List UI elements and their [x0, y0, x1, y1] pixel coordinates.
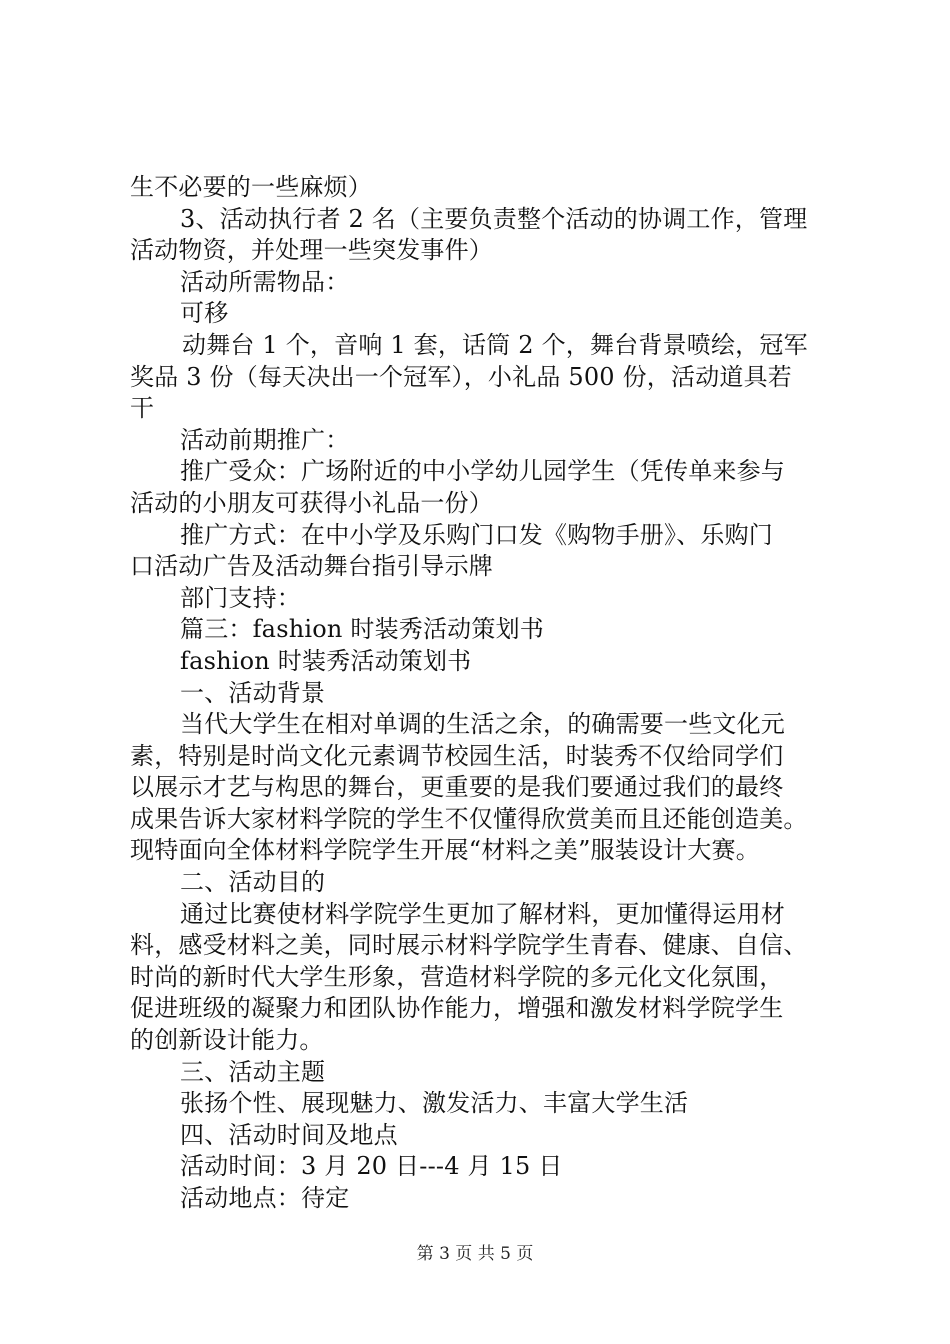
document-body [130, 172, 830, 1215]
text-line: 时尚的新时代大学生形象，营造材料学院的多元化文化氛围， [130, 962, 784, 991]
text-line: 活动地点：待定 [180, 1184, 350, 1212]
section-heading: 四、活动时间及地点 [180, 1120, 398, 1149]
text-line: 活动前期推广： [180, 425, 350, 454]
text-line: 推广受众：广场附近的中小学幼儿园学生（凭传单来参与 [180, 457, 785, 486]
text-line: 活动时间：3 月 20 日---4 月 15 日 [180, 1152, 563, 1181]
text-line: 篇三：fashion 时装秀活动策划书 [180, 615, 544, 644]
text-line: 部门支持： [180, 583, 301, 612]
text-line: 现特面向全体材料学院学生开展“材料之美”服装设计大赛。 [130, 836, 760, 865]
text-line: 成果告诉大家材料学院的学生不仅懂得欣赏美而且还能创造美。 [130, 804, 808, 833]
text-line: 张扬个性、展现魅力、激发活力、丰富大学生活 [180, 1089, 689, 1118]
text-line: 推广方式：在中小学及乐购门口发《购物手册》、乐购门 [180, 520, 773, 549]
text-line: 素，特别是时尚文化元素调节校园生活，时装秀不仅给同学们 [130, 741, 784, 770]
text-line: 当代大学生在相对单调的生活之余，的确需要一些文化元 [180, 710, 785, 739]
text-line: 干 [130, 394, 155, 423]
text-line: 动舞台 1 个，音响 1 套，话筒 2 个，舞台背景喷绘，冠军 [182, 330, 808, 359]
section-heading: 一、活动背景 [180, 678, 326, 707]
text-line: 活动的小朋友可获得小礼品一份） [130, 488, 493, 517]
text-line: fashion 时装秀活动策划书 [180, 646, 472, 675]
text-line: 生不必要的一些麻烦） [130, 173, 372, 201]
text-line: 料，感受材料之美，同时展示材料学院学生青春、健康、自信、 [130, 931, 808, 960]
page-number-label: 第 3 页 共 5 页 [416, 1244, 534, 1264]
text-line: 的创新设计能力。 [130, 1026, 324, 1055]
section-heading: 三、活动主题 [180, 1057, 326, 1086]
text-line: 奖品 3 份（每天决出一个冠军），小礼品 500 份，活动道具若 [130, 362, 792, 391]
text-line: 通过比赛使材料学院学生更加了解材料，更加懂得运用材 [180, 899, 785, 928]
text-line: 促进班级的凝聚力和团队协作能力，增强和激发材料学院学生 [130, 994, 784, 1023]
text-line: 活动所需物品： [180, 267, 350, 296]
text-line: 3、活动执行者 2 名（主要负责整个活动的协调工作，管理 [180, 204, 808, 233]
page-footer [0, 1244, 950, 1264]
text-line: 口活动广告及活动舞台指引导示牌 [130, 552, 493, 581]
text-line: 以展示才艺与构思的舞台，更重要的是我们要通过我们的最终 [130, 773, 784, 802]
text-line: 活动物资，并处理一些突发事件） [130, 236, 493, 265]
text-line: 可移 [180, 299, 229, 328]
section-heading: 二、活动目的 [180, 868, 326, 897]
